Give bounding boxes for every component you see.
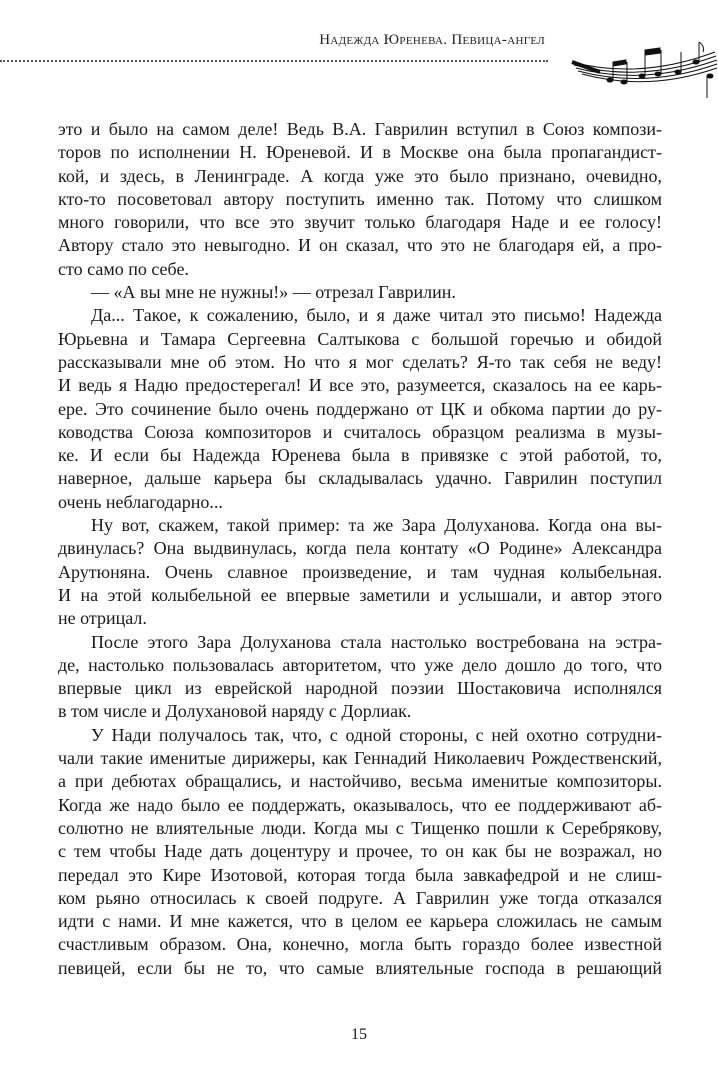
text-line: кто-то посоветовал автору поступить именно так. Потому что слишком <box>58 188 662 209</box>
header-dotted-rule <box>0 60 548 62</box>
text-line: ководства Союза композиторов и считалось образцом реализма в музы- <box>58 421 662 442</box>
text-line: а при дебютах обращались, и настойчиво, весьма именитые композиторы. <box>58 771 662 792</box>
text-line: де, настолько пользовалась авторитетом, что уже дело дошло до того, что <box>58 654 662 675</box>
text-line: идти с нами. И мне кажется, что в целом ее карьера сложилась не самым <box>58 911 662 932</box>
text-line: в том числе и Долухановой наряду с Дорлиак. <box>58 701 412 722</box>
text-line: Юрьевна и Тамара Сергеевна Салтыкова с большой горечью и обидой <box>58 328 662 349</box>
text-line: Да... Такое, к сожалению, было, и я даже читал это письмо! Надежда <box>91 305 662 326</box>
text-line: это и было на самом деле! Ведь В.А. Гаврилин вступил в Союз компози- <box>58 119 662 139</box>
text-line: кой, и здесь, в Ленинграде. А когда уже это было признано, очевидно, <box>58 165 662 186</box>
text-line: У Нади получалось так, что, с одной стороны, с ней охотно сотрудни- <box>91 724 662 745</box>
text-line: торов по исполнении Н. Юреневой. И в Москве она была пропагандист- <box>58 142 662 163</box>
text-line: ком рьяно относилась к своей подруге. А Гаврилин уже тогда отказался <box>58 887 662 908</box>
text-line: И на этой колыбельной ее впервые заметили и услышали, и автор этого <box>58 584 662 605</box>
text-line: впервые цикл из еврейской народной поэзии Шостаковича исполнялся <box>58 678 662 699</box>
text-line: ере. Это сочинение было очень поддержано от ЦК и обкома партии до ру- <box>58 398 662 419</box>
text-line: И ведь я Надю предостерегал! И все это, разумеется, сказалось на ее карь- <box>58 375 662 396</box>
text-line: Автору стало это невыгодно. И он сказал, что это не благодаря ей, а про- <box>58 235 662 256</box>
page-number: 15 <box>351 1026 367 1043</box>
text-line: не отрицал. <box>58 608 147 629</box>
text-line: Арутюняна. Очень славное произведение, и там чудная колыбельная. <box>58 561 662 582</box>
text-line: певицей, если бы не то, что самые влиятельные господа в решающий <box>58 957 662 978</box>
text-line: много говорили, что все это звучит только благодаря Наде и ее голосу! <box>58 212 662 233</box>
running-head-title: Надежда Юренева. Певица-ангел <box>319 32 545 48</box>
body-text <box>58 118 662 980</box>
text-line: Когда же надо было ее поддержать, оказывалось, что ее поддерживают аб- <box>58 794 662 815</box>
text-line: солютно не влиятельные люди. Когда мы с Тищенко пошли к Серебрякову, <box>58 817 662 838</box>
text-line: двинулась? Она выдвинулась, когда пела контату «О Родине» Александра <box>58 538 662 559</box>
text-line: передал это Кире Изотовой, которая тогда была завкафедрой и не слиш- <box>58 864 662 885</box>
text-line: ке. И если бы Надежда Юренева была в привязке с этой работой, то, <box>58 445 662 466</box>
text-line: После этого Зара Долуханова стала настолько востребована на эстра- <box>91 631 662 652</box>
text-line: наверное, дальше карьера бы складывалась удачно. Гаврилин поступил <box>58 468 662 489</box>
text-line: Ну вот, скажем, такой пример: та же Зара Долуханова. Когда она вы- <box>91 515 662 536</box>
text-line: сто само по себе. <box>58 258 189 279</box>
text-line: — «А вы мне не нужны!» — отрезал Гаврилин. <box>91 282 456 303</box>
music-notes-staff-icon <box>570 40 718 100</box>
text-line: очень неблагодарно... <box>58 491 223 512</box>
text-line: чали такие именитые дирижеры, как Геннадий Николаевич Рождественский, <box>58 748 662 769</box>
text-line: с тем чтобы Наде дать доцентуру и прочее, то он как бы не возражал, но <box>58 841 662 862</box>
text-line: рассказывали мне об этом. Но что я мог сделать? Я-то так себя не веду! <box>58 351 662 372</box>
text-line: счастливым образом. Она, конечно, могла быть гораздо более известной <box>58 934 662 955</box>
